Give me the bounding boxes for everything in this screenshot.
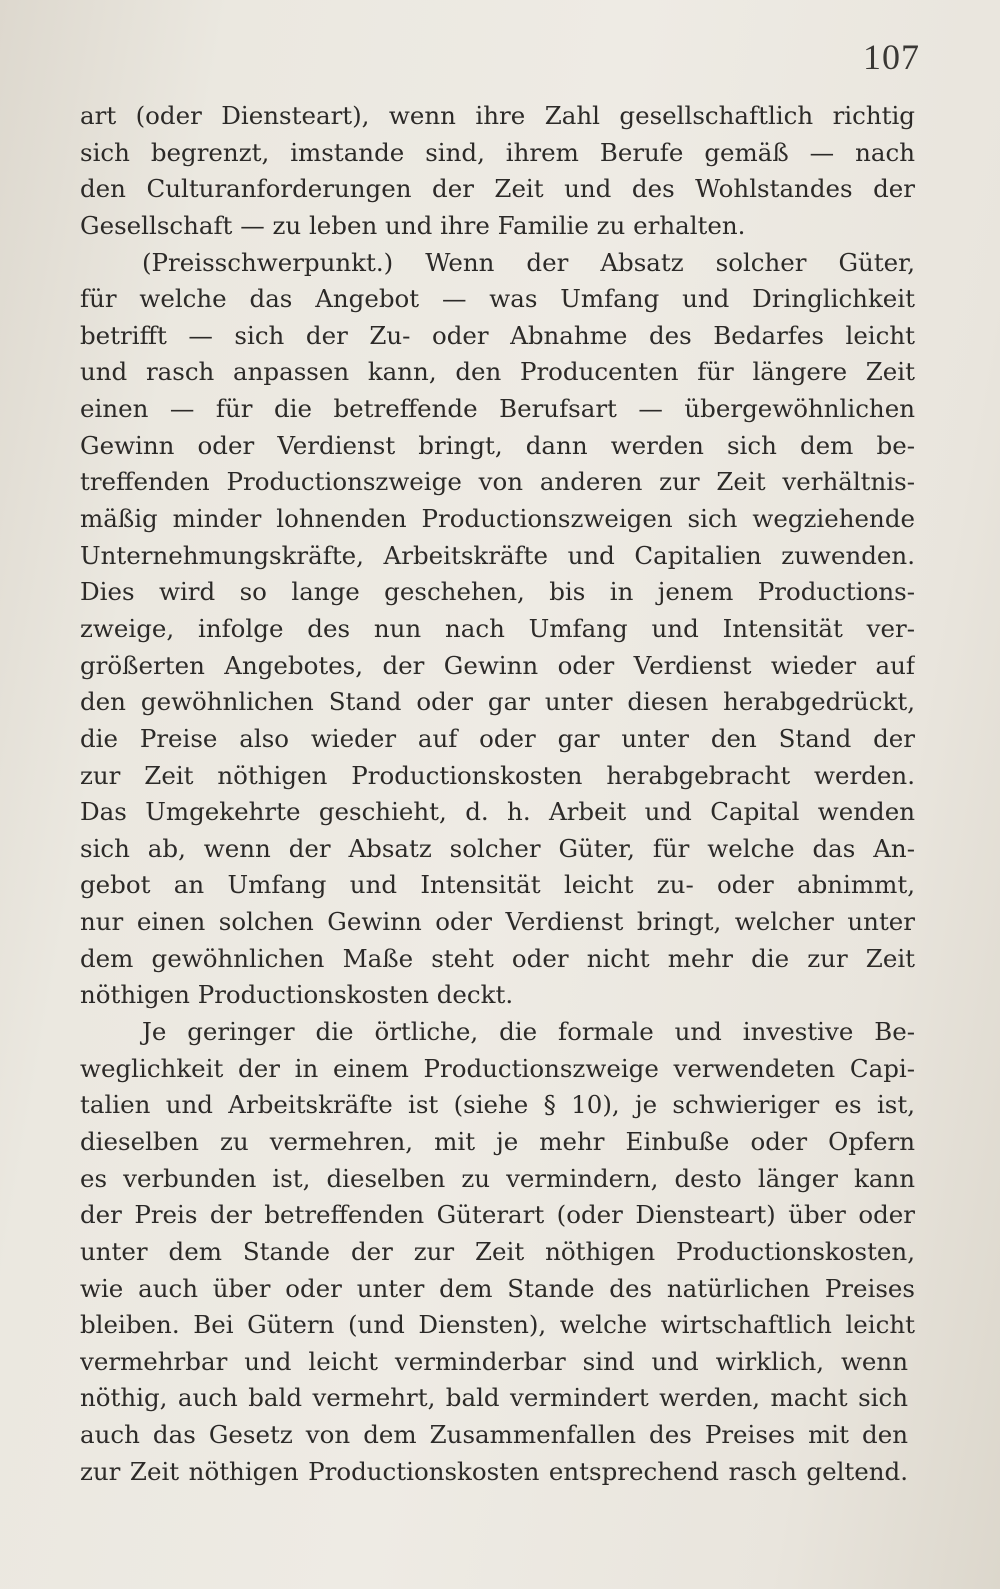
text-line: Gewinn oder Verdienst bringt, dann werden sich dem be- [80, 430, 915, 460]
text-line: Gesellschaft — zu leben und ihre Familie zu erhalten. [80, 210, 746, 240]
text-line: unter dem Stande der zur Zeit nöthigen Productionskosten, [80, 1236, 915, 1266]
text-line: sich ab, wenn der Absatz solcher Güter, für welche das An- [80, 833, 915, 863]
body-text [80, 98, 915, 1490]
text-line: talien und Arbeitskräfte ist (siehe § 10), je schwieriger es ist, [80, 1090, 915, 1120]
text-line: für welche das Angebot — was Umfang und Dringlichkeit [80, 284, 915, 314]
text-line: (Preisschwerpunkt.) Wenn der Absatz solcher Güter, [142, 247, 915, 277]
text-line: nöthigen Productionskosten deckt. [80, 980, 514, 1010]
text-line: Je geringer die örtliche, die formale und investive Be- [142, 1017, 915, 1047]
text-line: den gewöhnlichen Stand oder gar unter diesen herabgedrückt, [80, 687, 915, 717]
text-line: weglichkeit der in einem Productionszweige verwendeten Capi- [80, 1053, 915, 1083]
text-line: bleiben. Bei Gütern (und Diensten), welche wirtschaftlich leicht [80, 1310, 915, 1340]
text-line: den Culturanforderungen der Zeit und des Wohlstandes der [80, 174, 915, 204]
text-line: Unternehmungskräfte, Arbeitskräfte und Capitalien zuwenden. [80, 540, 915, 570]
text-line: gebot an Umfang und Intensität leicht zu- oder abnimmt, [80, 870, 915, 900]
text-line: und rasch anpassen kann, den Producenten für längere Zeit [80, 357, 915, 387]
text-line: vermehrbar und leicht verminderbar sind und wirklich, wenn [80, 1346, 908, 1376]
text-line: art (oder Diensteart), wenn ihre Zahl gesellschaftlich richtig [80, 101, 915, 130]
page-number: 107 [863, 37, 920, 77]
text-line: die Preise also wieder auf oder gar unter den Stand der [80, 723, 915, 753]
text-line: es verbunden ist, dieselben zu vermindern, desto länger kann [80, 1163, 915, 1193]
text-line: der Preis der betreffenden Güterart (oder Diensteart) über oder [80, 1200, 915, 1230]
text-line: dieselben zu vermehren, mit je mehr Einbuße oder Opfern [80, 1126, 915, 1156]
text-line: wie auch über oder unter dem Stande des natürlichen Preises [80, 1273, 915, 1303]
text-line: dem gewöhnlichen Maße steht oder nicht mehr die zur Zeit [80, 943, 915, 973]
text-line: Das Umgekehrte geschieht, d. h. Arbeit und Capital wenden [80, 797, 915, 827]
text-line: auch das Gesetz von dem Zusammenfallen des Preises mit den [80, 1420, 908, 1450]
text-line: zur Zeit nöthigen Productionskosten entsprechend rasch geltend. [80, 1456, 908, 1486]
text-line: einen — für die betreffende Berufsart — übergewöhnlichen [80, 394, 915, 424]
text-line: größerten Angebotes, der Gewinn oder Verdienst wieder auf [80, 650, 915, 680]
text-line: mäßig minder lohnenden Productionszweigen sich wegziehende [80, 504, 915, 534]
text-line: zur Zeit nöthigen Productionskosten herabgebracht werden. [80, 760, 915, 790]
text-line: sich begrenzt, imstande sind, ihrem Berufe gemäß — nach [80, 137, 915, 167]
text-line: betrifft — sich der Zu- oder Abnahme des Bedarfes leicht [80, 320, 915, 350]
text-line: treffenden Productionszweige von anderen zur Zeit verhältnis- [80, 467, 915, 497]
text-line: nur einen solchen Gewinn oder Verdienst bringt, welcher unter [80, 907, 915, 937]
text-line: zweige, infolge des nun nach Umfang und Intensität ver- [80, 613, 915, 643]
text-line: nöthig, auch bald vermehrt, bald vermindert werden, macht sich [80, 1383, 908, 1413]
text-line: Dies wird so lange geschehen, bis in jenem Productions- [80, 577, 915, 607]
